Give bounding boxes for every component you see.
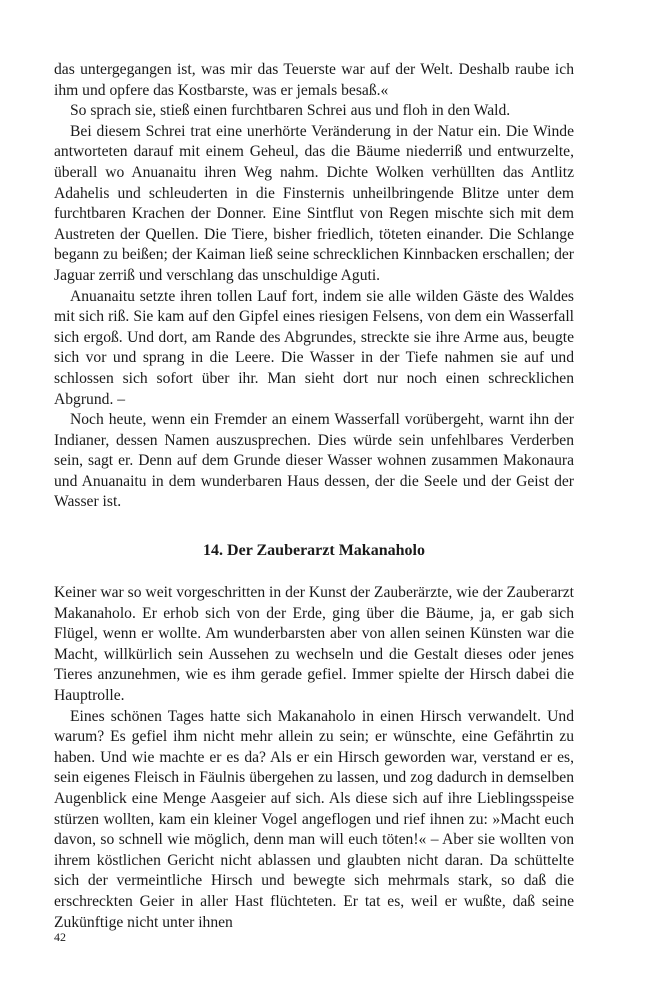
paragraph-scream: So sprach sie, stieß einen furchtbaren Schrei aus und floh in den Wald. <box>70 102 511 120</box>
paragraph-makanaholo-deer: Eines schönen Tages hatte sich Makanaholo in einen Hirsch verwandelt. Und warum? Es gefiel ihm nicht mehr allein zu sein; er wünschte, eine Gefährtin zu haben. Und wie machte er es da? Als er ein Hirsch geworden war, verstand er es, sein eigenes Fleisch in Fäulnis übergehen zu lassen, und zog dadurch in demselben Augenblick eine Menge Aasgeier auf sich. Als diese sich auf ihre Lieblingsspeise stürzen wollten, kam ein kleiner Vogel angeflogen und rief ihnen zu: »Macht euch davon, so schnell wie möglich, denn man will euch töten!« – Aber sie wollten von ihrem köstlichen Gericht nicht ablassen und glaubten nicht daran. Da schüttelte sich der vermeintliche Hirsch und bewegte sich mehrmals stark, so daß die erschreckten Geier in aller Hast flüchteten. Er tat es, weil er wußte, daß seine Zukünftige nicht unter ihnen <box>54 707 574 931</box>
paragraph-waterfall: Anuanaitu setzte ihren tollen Lauf fort, indem sie alle wilden Gäste des Waldes mit sich riß. Sie kam auf den Gipfel eines riesigen Felsens, von dem ein Wasserfall sich ergoß. Und dort, am Rande des Abgrundes, streckte sie ihre Arme aus, beugte sich vor und sprang in die Leere. Die Wasser in der Tiefe nahmen sie auf und schlossen sich sofort über ihr. Man sieht dort nur noch einen schrecklichen Abgrund. – <box>54 287 574 408</box>
page-number: 42 <box>54 930 66 944</box>
paragraph-warning: Noch heute, wenn ein Fremder an einem Wasserfall vorübergeht, warnt ihn der Indianer, dessen Namen auszusprechen. Dies würde sein unfehlbares Verderben sein, sagt er. Denn auf dem Grunde dieser Wasser wohnen zusammen Makonaura und Anuanaitu in dem wunderbaren Haus dessen, der die Seele und der Geist der Wasser ist. <box>54 411 574 511</box>
page-text-block <box>54 60 574 933</box>
paragraph-continuation: das untergegangen ist, was mir das Teuerste war auf der Welt. Deshalb raube ich ihm und opfere das Kostbarste, was er jemals besaß.« <box>54 61 574 99</box>
chapter-title: 14. Der Zauberarzt Makanaholo <box>203 542 425 560</box>
paragraph-makanaholo-intro: Keiner war so weit vorgeschritten in der Kunst der Zauberärzte, wie der Zauberarzt Makanaholo. Er erhob sich von der Erde, ging über die Bäume, ja, er gab sich Flügel, wenn er wollte. Am wunderbarsten aber von allen seinen Künsten war die Macht, willkürlich sein Aussehen zu wechseln und die Gestalt dieses oder jenes Tieres anzunehmen, wie es ihm gerade gefiel. Immer spielte der Hirsch dabei die Hauptrolle. <box>54 584 574 705</box>
paragraph-nature-change: Bei diesem Schrei trat eine unerhörte Veränderung in der Natur ein. Die Winde antworteten darauf mit einem Geheul, das die Bäume niederriß und entwurzelte, überall wo Anuanaitu ihren Weg nahm. Dichte Wolken verhüllten das Antlitz Adahelis und schleuderten in die Finsternis unheilbringende Blitze unter dem furchtbaren Krachen der Donner. Eine Sintflut von Regen mischte sich mit dem Austreten der Quellen. Die Tiere, bisher friedlich, töteten einander. Die Schlange begann zu beißen; der Kaiman ließ seine schrecklichen Kinnbacken erschallen; der Jaguar zerriß und verschlang das unschuldige Aguti. <box>54 122 574 284</box>
